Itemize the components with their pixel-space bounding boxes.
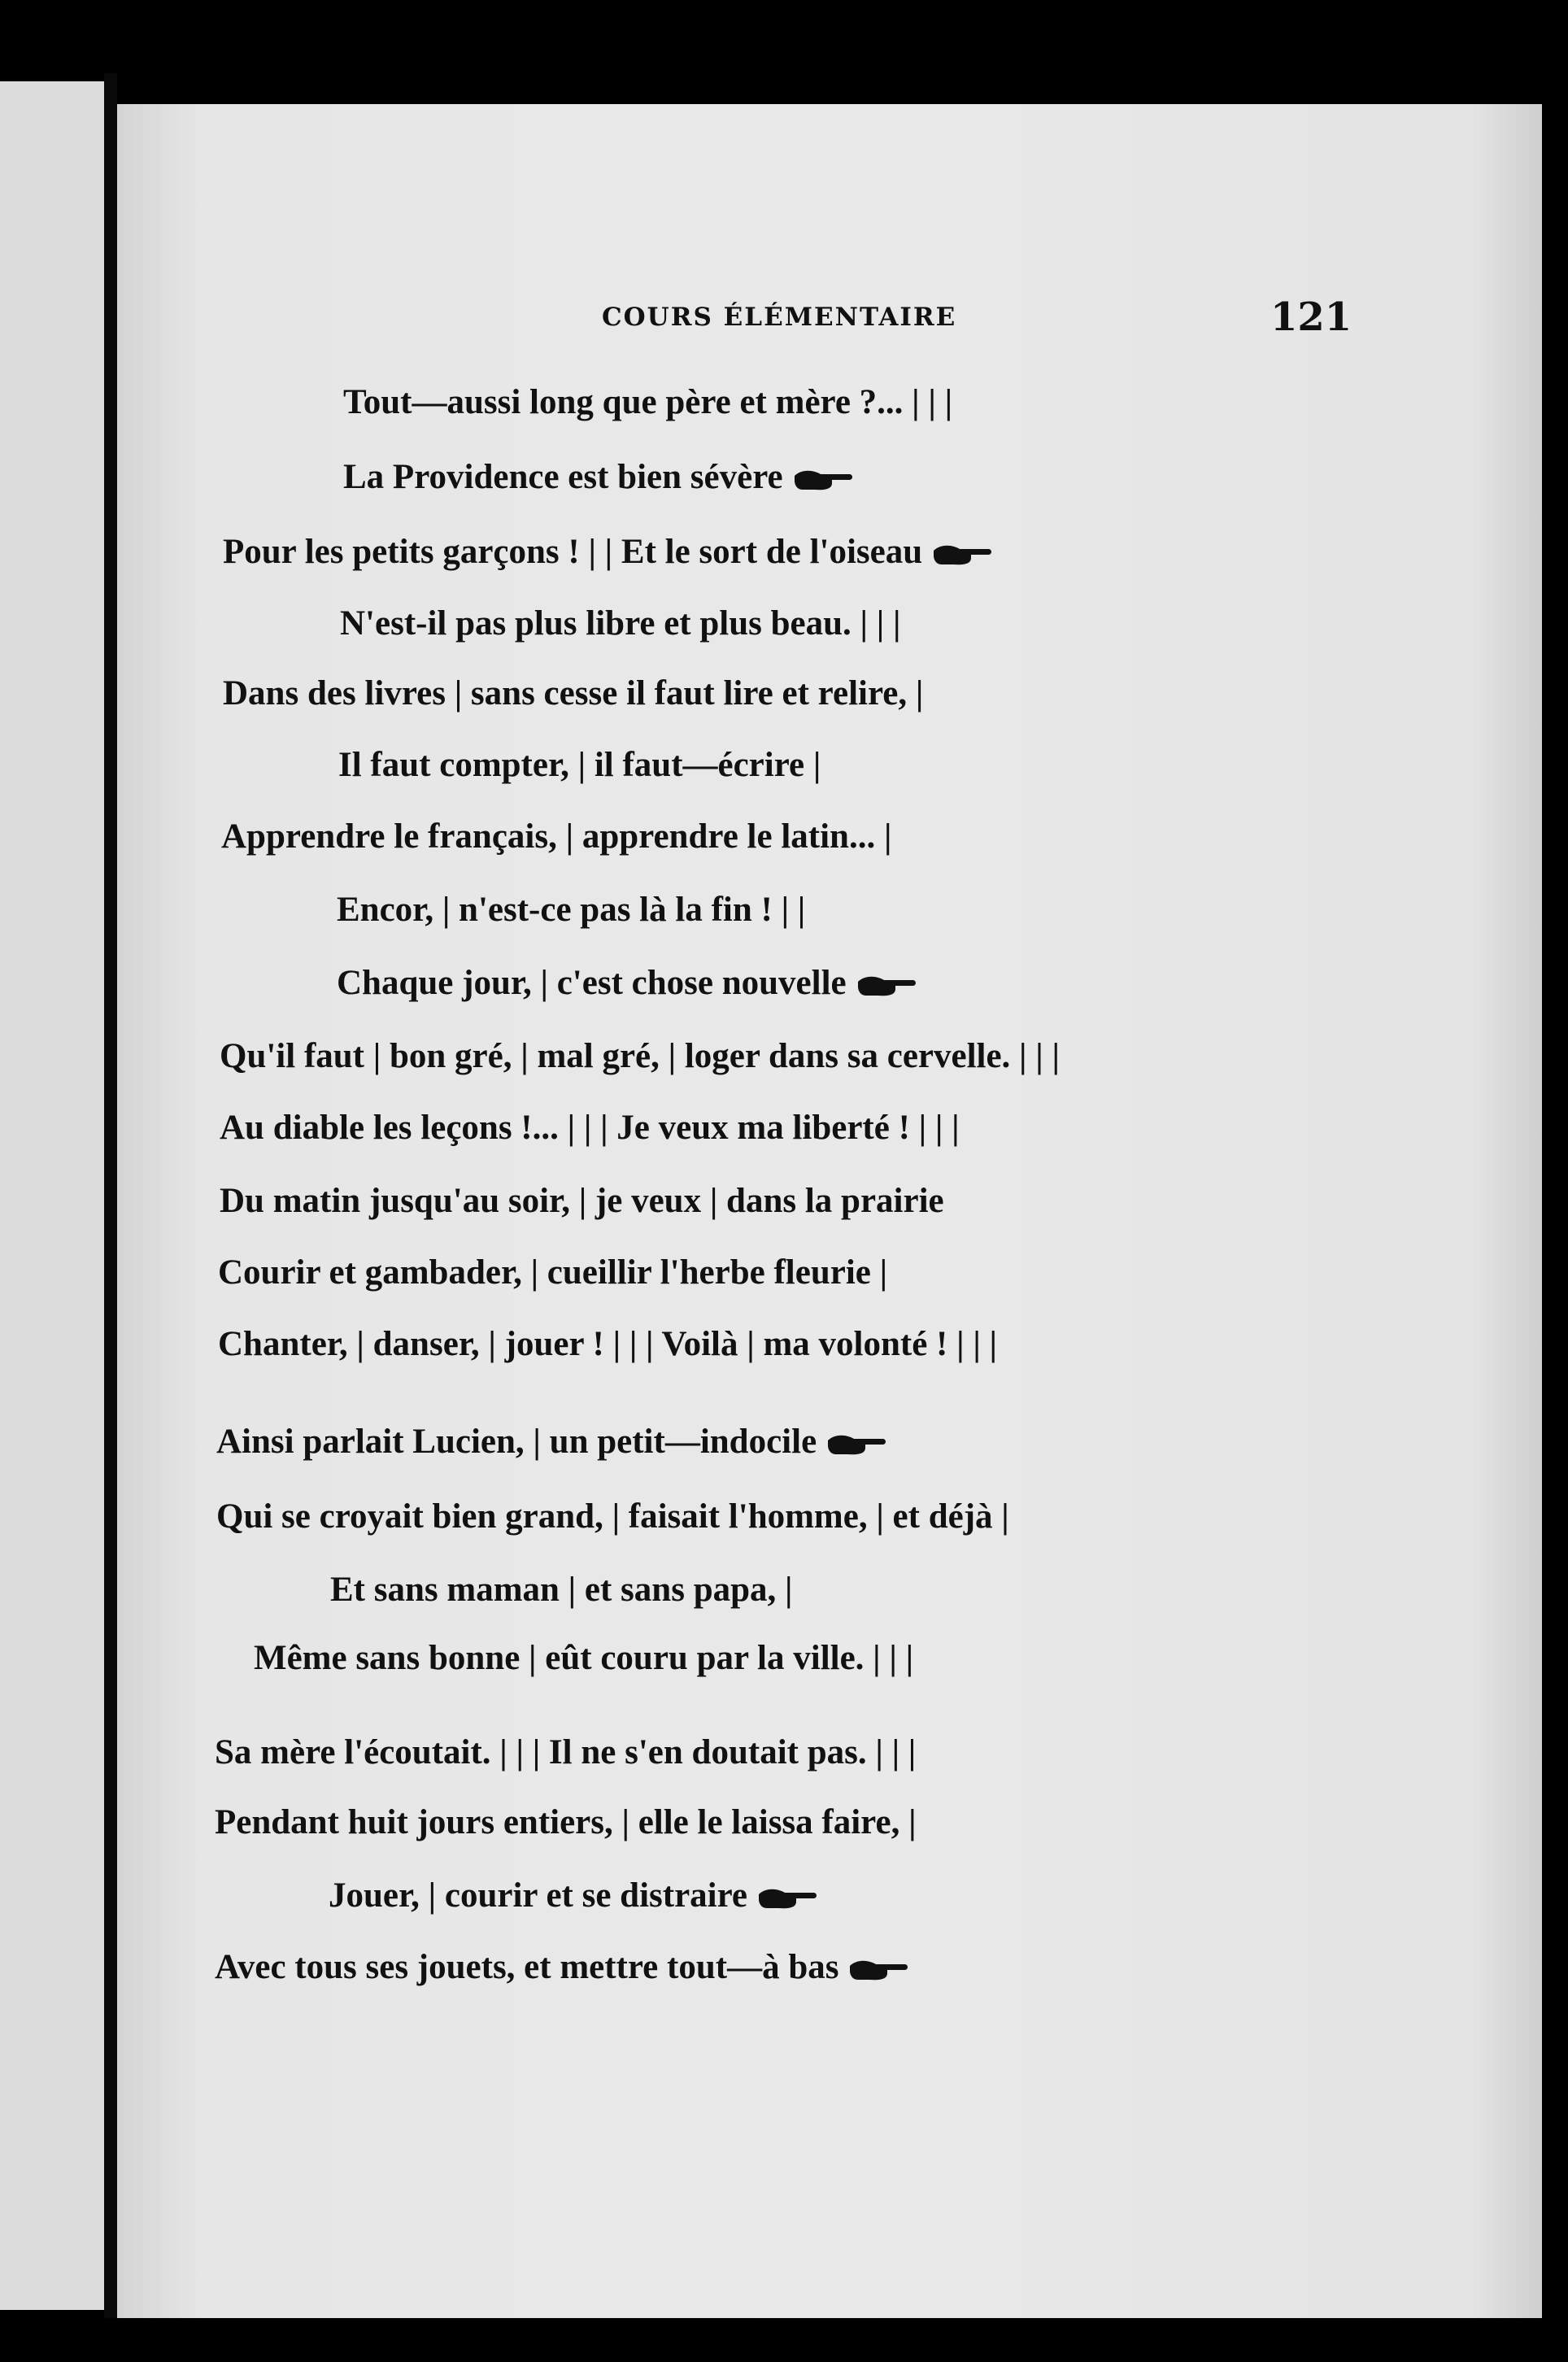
book-spine xyxy=(104,73,117,2318)
verse-line-11: Au diable les leçons !... | | | Je veux ma liberté ! | | | xyxy=(220,1109,960,1147)
running-title: COURS ÉLÉMENTAIRE xyxy=(602,303,957,332)
verse-line-19: Sa mère l'écoutait. | | | Il ne s'en doutait pas. | | | xyxy=(215,1733,917,1772)
verse-line-6: Il faut compter, | il faut—écrire | xyxy=(338,746,821,784)
pointing-hand-icon xyxy=(856,974,917,998)
pointing-hand-icon xyxy=(848,1958,908,1982)
verse-line-22: Avec tous ses jouets, et mettre tout—à bas xyxy=(215,1947,908,1987)
verse-line-13: Courir et gambader, | cueillir l'herbe fleurie | xyxy=(218,1253,888,1292)
verse-line-8: Encor, | n'est-ce pas là la fin ! | | xyxy=(337,891,806,929)
verse-line-10: Qu'il faut | bon gré, | mal gré, | loger dans sa cervelle. | | | xyxy=(220,1037,1060,1075)
pointing-hand-icon xyxy=(757,1886,817,1911)
verse-line-12: Du matin jusqu'au soir, | je veux | dans la prairie xyxy=(220,1182,944,1220)
verse-line-4: N'est-il pas plus libre et plus beau. | | | xyxy=(340,604,901,643)
verse-line-3: Pour les petits garçons ! | | Et le sort de l'oiseau xyxy=(223,532,992,572)
verse-line-21: Jouer, | courir et se distraire xyxy=(329,1876,817,1915)
page-number: 121 xyxy=(1270,294,1352,340)
verse-line-5: Dans des livres | sans cesse il faut lire et relire, | xyxy=(223,674,924,713)
verse-line-1: Tout—aussi long que père et mère ?... | | | xyxy=(343,383,953,421)
pointing-hand-icon xyxy=(793,468,853,492)
verse-line-14: Chanter, | danser, | jouer ! | | | Voilà | ma volonté ! | | | xyxy=(218,1325,998,1363)
verse-line-15: Ainsi parlait Lucien, | un petit—indocile xyxy=(216,1422,886,1462)
verse-line-17: Et sans maman | et sans papa, | xyxy=(330,1571,793,1609)
verse-line-18: Même sans bonne | eût couru par la ville. | | | xyxy=(254,1639,914,1677)
verse-line-2: La Providence est bien sévère xyxy=(343,457,853,497)
pointing-hand-icon xyxy=(826,1432,886,1457)
verse-line-7: Apprendre le français, | apprendre le latin... | xyxy=(221,817,892,856)
verse-line-16: Qui se croyait bien grand, | faisait l'homme, | et déjà | xyxy=(216,1497,1009,1536)
verse-line-9: Chaque jour, | c'est chose nouvelle xyxy=(337,963,917,1003)
pointing-hand-icon xyxy=(932,543,992,567)
verse-line-20: Pendant huit jours entiers, | elle le laissa faire, | xyxy=(215,1803,917,1841)
adjacent-page-edge xyxy=(0,81,104,2310)
